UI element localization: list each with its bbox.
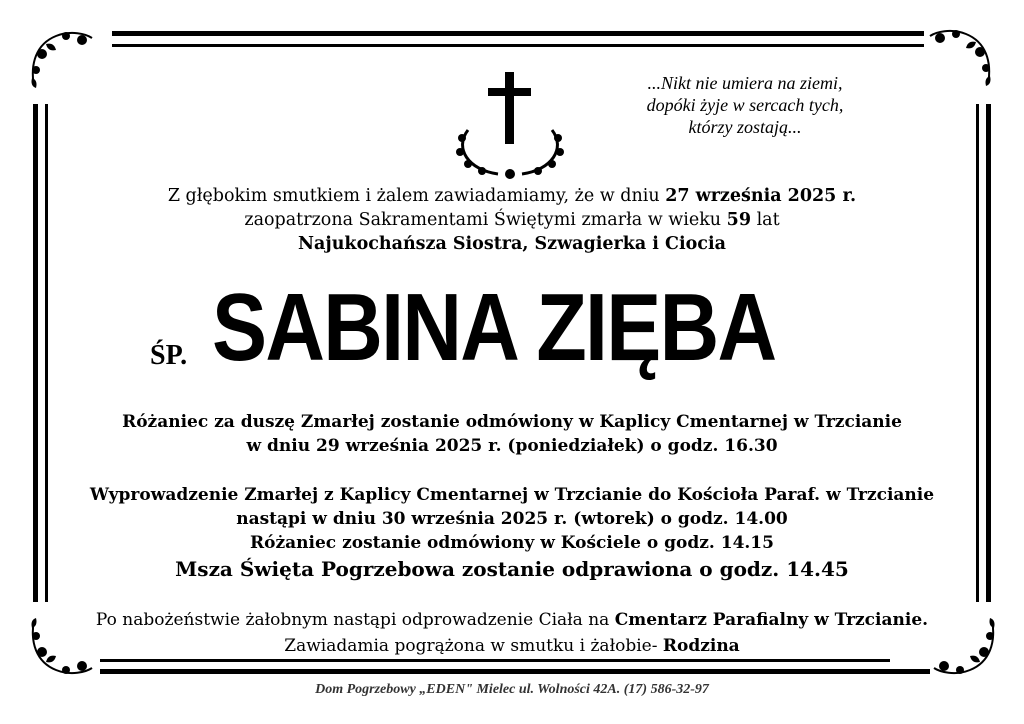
rosary-line: w dniu 29 września 2025 r. (poniedziałek) o godz. 16.30	[246, 436, 778, 456]
relation: Najukochańsza Siostra, Szwagierka i Ciocia	[298, 234, 726, 254]
death-announcement	[0, 184, 1024, 256]
deceased-name: SABINA ZIĘBA	[212, 274, 776, 381]
intro-text: Z głębokim smutkiem i żalem zawiadamiamy, że w dniu	[167, 186, 666, 206]
floral-corner-icon	[26, 24, 96, 94]
signature: Rodzina	[662, 636, 740, 656]
floral-corner-icon	[926, 22, 996, 92]
funeral-mass: Msza Święta Pogrzebowa zostanie odprawiona o godz. 14.45	[175, 557, 849, 581]
date-of-death: 27 września 2025 r.	[665, 186, 857, 206]
procession-line: Wyprowadzenie Zmarłej z Kaplicy Cmentarnej w Trzcianie do Kościoła Paraf. w Trzcianie	[89, 485, 935, 505]
quote-line: dopóki żyje w sercach tych,	[646, 95, 844, 115]
frame-bottom-thick	[100, 669, 930, 674]
age: 59	[726, 210, 752, 230]
memorial-quote	[600, 72, 890, 138]
cemetery-name: Cmentarz Parafialny w Trzcianie.	[614, 610, 929, 630]
intro-text: lat	[751, 210, 780, 230]
frame-top-thin	[112, 44, 924, 47]
cross-icon	[448, 70, 572, 180]
intro-text: zaopatrzona Sakramentami Świętymi zmarła w wieku	[244, 210, 727, 230]
funeral-home-footer: Dom Pogrzebowy „EDEN" Mielec ul. Wolności 42A. (17) 586-32-97	[315, 682, 709, 697]
rosary-line: Różaniec za duszę Zmarłej zostanie odmówiony w Kaplicy Cmentarnej w Trzcianie	[122, 412, 902, 432]
frame-bottom-thin	[100, 659, 890, 662]
burial-info	[0, 607, 1024, 659]
procession-line: nastąpi w dniu 30 września 2025 r. (wtorek) o godz. 14.00	[236, 509, 788, 529]
burial-text: Po nabożeństwie żałobnym nastąpi odprowadzenie Ciała na	[95, 610, 615, 630]
procession-line: Różaniec zostanie odmówiony w Kościele o godz. 14.15	[250, 533, 774, 553]
frame-top-thick	[112, 31, 924, 36]
rosary-info	[0, 410, 1024, 458]
quote-line: ...Nikt nie umiera na ziemi,	[647, 73, 843, 93]
procession-info	[0, 483, 1024, 555]
burial-text: Zawiadamia pogrążona w smutku i żałobie-	[284, 636, 663, 656]
quote-line: którzy zostają...	[688, 117, 802, 137]
name-prefix: ŚP.	[150, 340, 188, 371]
